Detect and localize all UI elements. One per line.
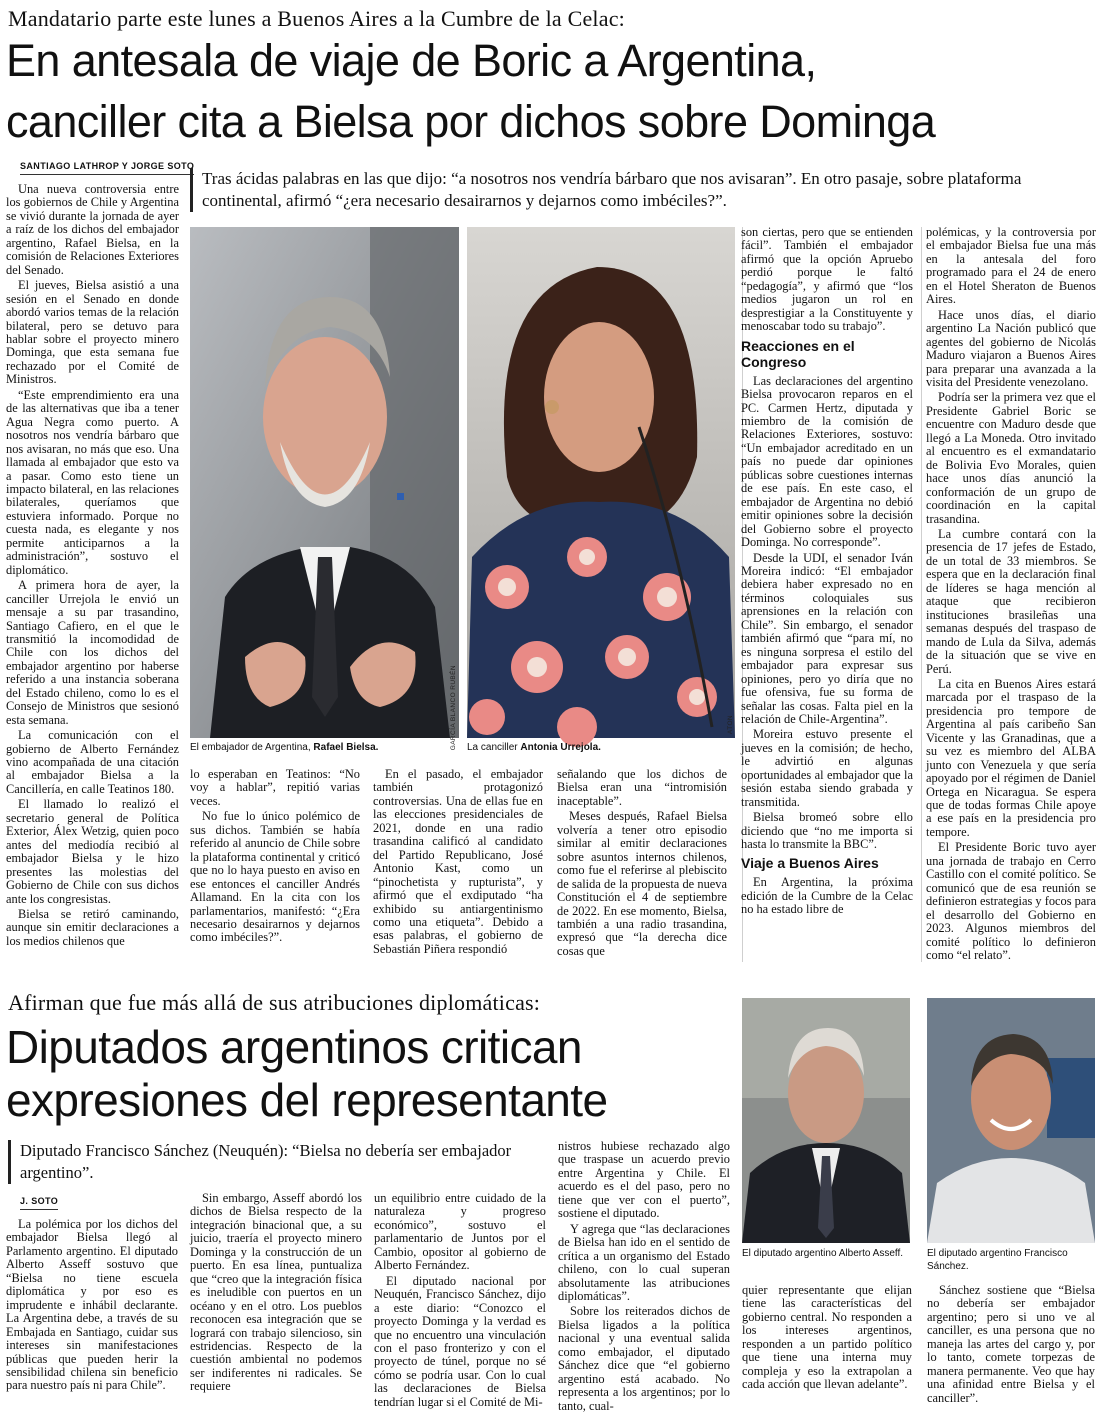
top-byline: SANTIAGO LATHROP Y JORGE SOTO <box>20 161 194 175</box>
bottom-column-5 <box>742 1284 912 1402</box>
bottom-deck: Diputado Francisco Sánchez (Neuquén): “Bielsa no debería ser embajador argentino”. <box>8 1140 580 1184</box>
photo2-caption-name: Antonia Urrejola. <box>520 742 601 753</box>
paragraph: Sobre los reiterados dichos de Bielsa ligados a la política nacional y una eventual salida como embajador, el diputado Sánchez dice que “el gobierno argentino está acabado. No representa a los argentinos; por lo tanto, cual- <box>558 1304 730 1413</box>
paragraph: Sánchez sostiene que “Bielsa no debería ser embajador argentino; pero si uno ve al canciller, es una persona que no maneja las artes del cargo y, por lo tanto, comete torpezas de manera permanente. Veo que hay una afinidad entre Bielsa y el canciller”. <box>927 1283 1095 1405</box>
top-deck: Tras ácidas palabras en las que dijo: “a nosotros nos vendría bárbaro que nos avisaran”. En otro pasaje, sobre plataforma continental, afirmó “¿era necesario desairarnos y dejarnos como imbéciles?”. <box>190 168 1092 212</box>
paragraph: El diputado nacional por Neuquén, Francisco Sánchez, dijo a este diario: “Conozco el proyecto Dominga y la verdad es que no encuentro una vinculación con el paso fronterizo y con el proyecto de túnel, porque no sé cómo se podría usar. Con lo cual las declaraciones de Bielsa tendrían lugar si el Comité de Mi- <box>374 1273 546 1409</box>
paragraph: lo esperaban en Teatinos: “No voy a hablar”, repitió varias veces. <box>190 767 360 808</box>
top-kicker: Mandatario parte este lunes a Buenos Aires a la Cumbre de la Celac: <box>8 6 625 31</box>
top-column-4 <box>557 768 727 968</box>
paragraph: El llamado lo realizó el secretario general de Política Exterior, Álex Wetzig, quien poco antes del mediodía recibió al embajador Bielsa y le hizo presentes las molestias del Gobierno de Chile con sus dichos ante los congresistas. <box>6 797 179 906</box>
subheading-viaje: Viaje a Buenos Aires <box>741 855 879 872</box>
photo-rafael-bielsa <box>190 227 459 738</box>
paragraph: nistros hubiese rechazado algo que traspase un acuerdo previo entre Argentina y Chile. El acuerdo es el del paso, pero no tiene que ver con el puerto”, sostiene el diputado. <box>558 1139 730 1221</box>
photo1-caption <box>190 742 460 754</box>
bottom-column-3 <box>374 1191 546 1409</box>
paragraph: En el pasado, el embajador también protagonizó controversias. Una de ellas fue en las elecciones presidenciales de 2021, donde en una radio trasandina calificó al candidato del Partido Republicano, José Antonio Kast, como un “pinochetista y rupturista”, y afirmó que el exdiputado “ha exhibido su antiargentinismo como una etiqueta”. Debido a esas palabras, el gobierno de Sebastián Piñera respondió <box>373 767 543 956</box>
paragraph: No fue lo único polémico de sus dichos. También se había referido al anuncio de Chile sobre la plataforma continental y criticó que no lo haya puesto en aviso en ese entonces el canciller Andrés Allamand. En la cita con los parlamentarios, manifestó: “¿Era necesario desairarnos y dejarnos como imbéciles?”. <box>190 809 360 945</box>
paragraph: Bielsa se retiró caminando, aunque sin emitir declaraciones a los medios chilenos que <box>6 907 179 948</box>
photo-francisco-sanchez <box>927 998 1095 1243</box>
top-column-3 <box>373 768 543 968</box>
paragraph: polémicas, y la controversia por el embajador Bielsa fue una más en la antesala del foro programado para el 24 de enero en el Hotel Sheraton de Buenos Aires. <box>926 225 1096 307</box>
paragraph: “Este emprendimiento era una de las alternativas que iba a tener Agua Negra como puerto. A nosotros nos vendría bárbaro que nos avisaran, no más que eso. Una llamada al embajador que esto va a pasar. Como esto tiene un impacto bilateral, en las relaciones bilaterales, queríamos que estuviera informado. Porque no cuesta nada, es elegante y nos permite anticiparnos a la administración”, sostuvo el diplomático. <box>6 387 179 577</box>
photo1-credit: GARCÍA BLANCO RUBÉN <box>450 665 457 751</box>
paragraph: Una nueva controversia entre los gobiernos de Chile y Argentina se vivió durante la jornada de ayer a raíz de los dichos del embajador argentino, Rafael Bielsa, en la comisión de Relaciones Exteriores del Senado. <box>6 182 179 277</box>
asseff-caption: El diputado argentino Alberto Asseff. <box>742 1248 904 1259</box>
paragraph: Hace unos días, el diario argentino La Nación publicó que agentes del gobierno de Nicolás Maduro viajaron a Buenos Aires para preparar una avanzada a la visita del Presidente venezolano. <box>926 307 1096 389</box>
paragraph: La polémica por los dichos del embajador Bielsa llegó al Parlamento argentino. El diputado Alberto Asseff sostuvo que “Bielsa no tiene escuela diplomática y por eso es imprudente e inhábil declarante. La Argentina debe, a través de su Embajada en Santiago, cuidar sus intereses sin manifestaciones públicas que pueden herir la sensibilidad chilena sin beneficio para nuestro país ni para Chile”. <box>6 1217 178 1393</box>
photo1-caption-name: Rafael Bielsa. <box>313 742 379 753</box>
bottom-headline-line1: Diputados argentinos critican <box>6 1021 582 1073</box>
subheading-reacciones: Reacciones en el Congreso <box>741 337 855 370</box>
paragraph: Las declaraciones del argentino Bielsa provocaron reparos en el PC. Carmen Hertz, diputada y miembro de la comisión de Relaciones Exteriores, sostuvo: “Un embajador acreditado en un país no puede dar opiniones públicas sobre cuestiones internas de ese país. En este caso, el embajador de Argentina no debió emitir opiniones sobre la decisión del Gobierno sobre el proyecto Dominga. No corresponde”. <box>741 373 913 550</box>
paragraph: Sin embargo, Asseff abordó los dichos de Bielsa respecto de la integración binacional que, a su juicio, traería el proyecto minero Dominga y la construcción de un puerto. En esa línea, puntualiza que “creo que la integración física es ineludible con puertos en un océano y en el otro. Los pueblos reconocen esa integración que se logrará con trabajo silencioso, sin estridencias. Respecto de la cuestión ambiental no podemos ser indiferentes ni radicales. Se requiere <box>190 1191 362 1394</box>
bottom-column-4 <box>558 1139 730 1413</box>
paragraph: En Argentina, la próxima edición de la Cumbre de la Celac no ha estado libre de <box>741 875 913 917</box>
sanchez-caption: El diputado argentino Francisco Sánchez. <box>927 1248 1068 1272</box>
paragraph: A primera hora de ayer, la canciller Urrejola le envió un mensaje a su par trasandino, Santiago Cafiero, en el que le transmitió la incomodidad de Chile con los dichos del embajador argentino por haberse referido a una instancia soberana del Estado chileno, como lo es el Consejo de Ministros que sesionó esta semana. <box>6 578 179 727</box>
photo1-caption-prefix: El embajador de Argentina, <box>190 742 314 753</box>
photo2-credit: ATON <box>727 715 734 735</box>
photo2-caption-prefix: La canciller <box>467 742 521 753</box>
paragraph: Moreira estuvo presente el jueves en la comisión; de hecho, le advirtió en algunas oportunidades al embajador que la sesión estaba siendo grabada y transmitida. <box>741 727 913 809</box>
paragraph: La comunicación con el gobierno de Alberto Fernández vino acompañada de una citación al embajador Bielsa a la Cancillería, en calle Teatinos 180. <box>6 728 179 796</box>
paragraph: quier representante que elijan tiene las características del gobierno central. No responden a los intereses argentinos, responden a un partido político que tiene una interna muy compleja y eso la extrapolan a cada acción que llevan adelante”. <box>742 1283 912 1392</box>
bottom-column-1 <box>6 1218 178 1403</box>
bottom-kicker: Afirman que fue más allá de sus atribuciones diplomáticas: <box>8 990 541 1015</box>
photo-antonia-urrejola <box>467 227 735 738</box>
column-rule <box>921 227 922 962</box>
bottom-column-6 <box>927 1283 1095 1405</box>
top-column-6 <box>926 226 1096 971</box>
paragraph: Podría ser la primera vez que el Presidente Gabriel Boric se encuentre con Maduro desde que llegó a La Moneda. Otro invitado al encuentro es el exmandatario de Bolivia Evo Morales, quien hace unos días anunció la conformación de un grupo de coordinación en la capital trasandina. <box>926 390 1096 526</box>
bottom-byline: J. SOTO <box>20 1196 58 1210</box>
top-headline-line2: canciller cita a Bielsa por dichos sobre Dominga <box>6 96 936 147</box>
paragraph: El jueves, Bielsa asistió a una sesión en el Senado en donde abordó varios temas de la relación bilateral, pero se detuvo para hablar sobre el proyecto minero Dominga, que esta semana fue rechazado por el Comité de Ministros. <box>6 278 179 387</box>
paragraph: un equilibrio entre cuidado de la naturaleza y progreso económico”, sostuvo el parlamentario de Juntos por el Cambio, opositor al gobierno de Alberto Fernández. <box>374 1191 546 1273</box>
bottom-headline-line2: expresiones del representante <box>6 1074 608 1126</box>
paragraph: son ciertas, pero que se entienden fácil”. También el embajador afirmó que la opción Apruebo perdió porque le faltó “pedagogía”, y afirmó que “los medios jugaron un rol en desprestigiar a la Constituyente y menoscabar todo su trabajo”. <box>741 225 913 334</box>
top-column-2 <box>190 768 360 968</box>
photo-alberto-asseff <box>742 998 910 1243</box>
paragraph: El Presidente Boric tuvo ayer una jornada de trabajo en Cerro Castillo con el comité político. Se comunicó que de esa reunión se definieron estrategias y focos para el desarrollo del Gobierno en 2023. Algunos miembros del comité político lo definieron como “el relato”. <box>926 840 1096 963</box>
paragraph: Meses después, Rafael Bielsa volvería a tener otro episodio similar al emitir declaraciones sobre asuntos internos chilenos, como fue el referirse al plebiscito de salida de la propuesta de nueva Constitución el 4 de septiembre de 2022. En ese momento, Bielsa, también a una radio trasandina, expresó que “la derecha dice cosas que <box>557 809 727 958</box>
top-column-1 <box>6 183 179 973</box>
photo2-caption <box>467 742 737 754</box>
paragraph: Y agrega que “las declaraciones de Bielsa han ido en el sentido de crítica a un organismo del Estado chileno, con lo cual superan absolutamente las atribuciones diplomáticas”. <box>558 1221 730 1303</box>
paragraph: Desde la UDI, el senador Iván Moreira indicó: “El embajador debiera haber expresado no en términos coloquiales sus aprensiones en la relación con Chile”. Sin embargo, el senador también afirmó que “para mí, no es ninguna sorpresa el estilo del embajador para expresar sus opiniones, pero yo diría que no fue ofensiva, fue su forma de señalar las cosas. Falta piel en la relación de Chile-Argentina”. <box>741 550 913 726</box>
bottom-column-2 <box>190 1192 362 1402</box>
paragraph: señalando que los dichos de Bielsa eran una “intromisión inaceptable”. <box>557 767 727 808</box>
top-column-5 <box>741 226 913 971</box>
top-headline-line1: En antesala de viaje de Boric a Argentina, <box>6 35 817 86</box>
paragraph: La cumbre contará con la presencia de 17 jefes de Estado, de un total de 33 miembros. Se espera que en la declaración final de líderes se haga mención al ataque que recibieron instituciones brasileñas una semanas después del traspaso de mando de Lula da Silva, además de la situación que se vive en Perú. <box>926 526 1096 676</box>
paragraph: Bielsa bromeó sobre ello diciendo que “no me importa si hasta lo transmite la BBC”. <box>741 810 913 852</box>
paragraph: La cita en Buenos Aires estará marcada por el traspaso de la presidencia pro tempore de Argentina al país caribeño San Vicente y las Granadinas, que a su vez es miembro del ALBA junto con Venezuela y que sería apoyado por el régimen de Daniel Ortega en Nicaragua. Se espera que de todas formas Chile apoye a ese país en la presidencia pro tempore. <box>926 676 1096 839</box>
